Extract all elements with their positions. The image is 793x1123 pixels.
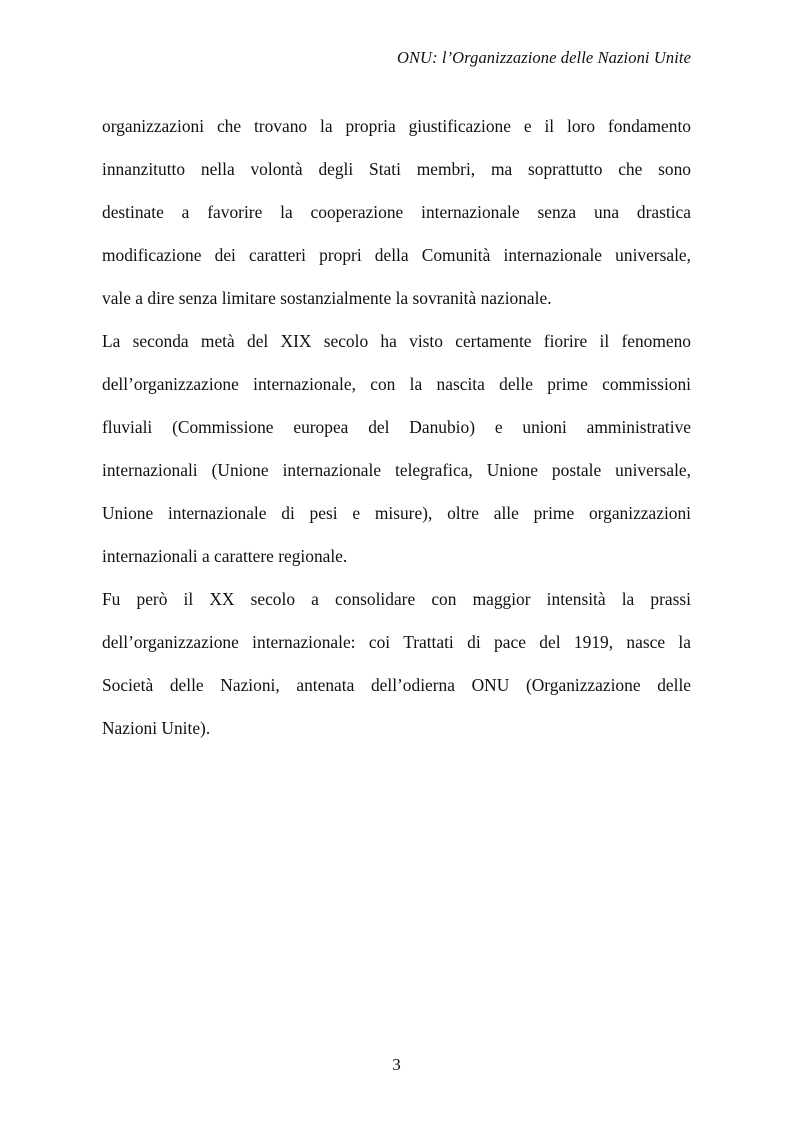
text-line: dell’organizzazione internazionale, con la nascita delle prime commissioni bbox=[102, 374, 691, 394]
paragraph-2 bbox=[102, 320, 691, 578]
paragraph-1 bbox=[102, 105, 691, 320]
text-line: Nazioni Unite). bbox=[102, 718, 211, 738]
text-line: internazionali (Unione internazionale telegrafica, Unione postale universale, bbox=[102, 460, 691, 480]
text-line: internazionali a carattere regionale. bbox=[102, 546, 348, 566]
page-number: 3 bbox=[392, 1055, 401, 1074]
text-line: organizzazioni che trovano la propria giustificazione e il loro fondamento bbox=[102, 116, 691, 136]
text-line: fluviali (Commissione europea del Danubio) e unioni amministrative bbox=[102, 417, 691, 437]
text-line: Unione internazionale di pesi e misure), oltre alle prime organizzazioni bbox=[102, 503, 691, 523]
text-line: Società delle Nazioni, antenata dell’odierna ONU (Organizzazione delle bbox=[102, 675, 691, 695]
text-line: Fu però il XX secolo a consolidare con maggior intensità la prassi bbox=[102, 589, 691, 609]
paragraph-3 bbox=[102, 578, 691, 750]
body-text bbox=[102, 105, 691, 750]
running-header: ONU: l’Organizzazione delle Nazioni Unite bbox=[396, 48, 691, 67]
text-line: vale a dire senza limitare sostanzialmente la sovranità nazionale. bbox=[102, 288, 552, 308]
text-line: innanzitutto nella volontà degli Stati membri, ma soprattutto che sono bbox=[102, 159, 691, 179]
text-line: La seconda metà del XIX secolo ha visto certamente fiorire il fenomeno bbox=[102, 331, 691, 351]
text-line: destinate a favorire la cooperazione internazionale senza una drastica bbox=[102, 202, 691, 222]
text-line: modificazione dei caratteri propri della Comunità internazionale universale, bbox=[102, 245, 691, 265]
text-line: dell’organizzazione internazionale: coi Trattati di pace del 1919, nasce la bbox=[102, 632, 691, 652]
